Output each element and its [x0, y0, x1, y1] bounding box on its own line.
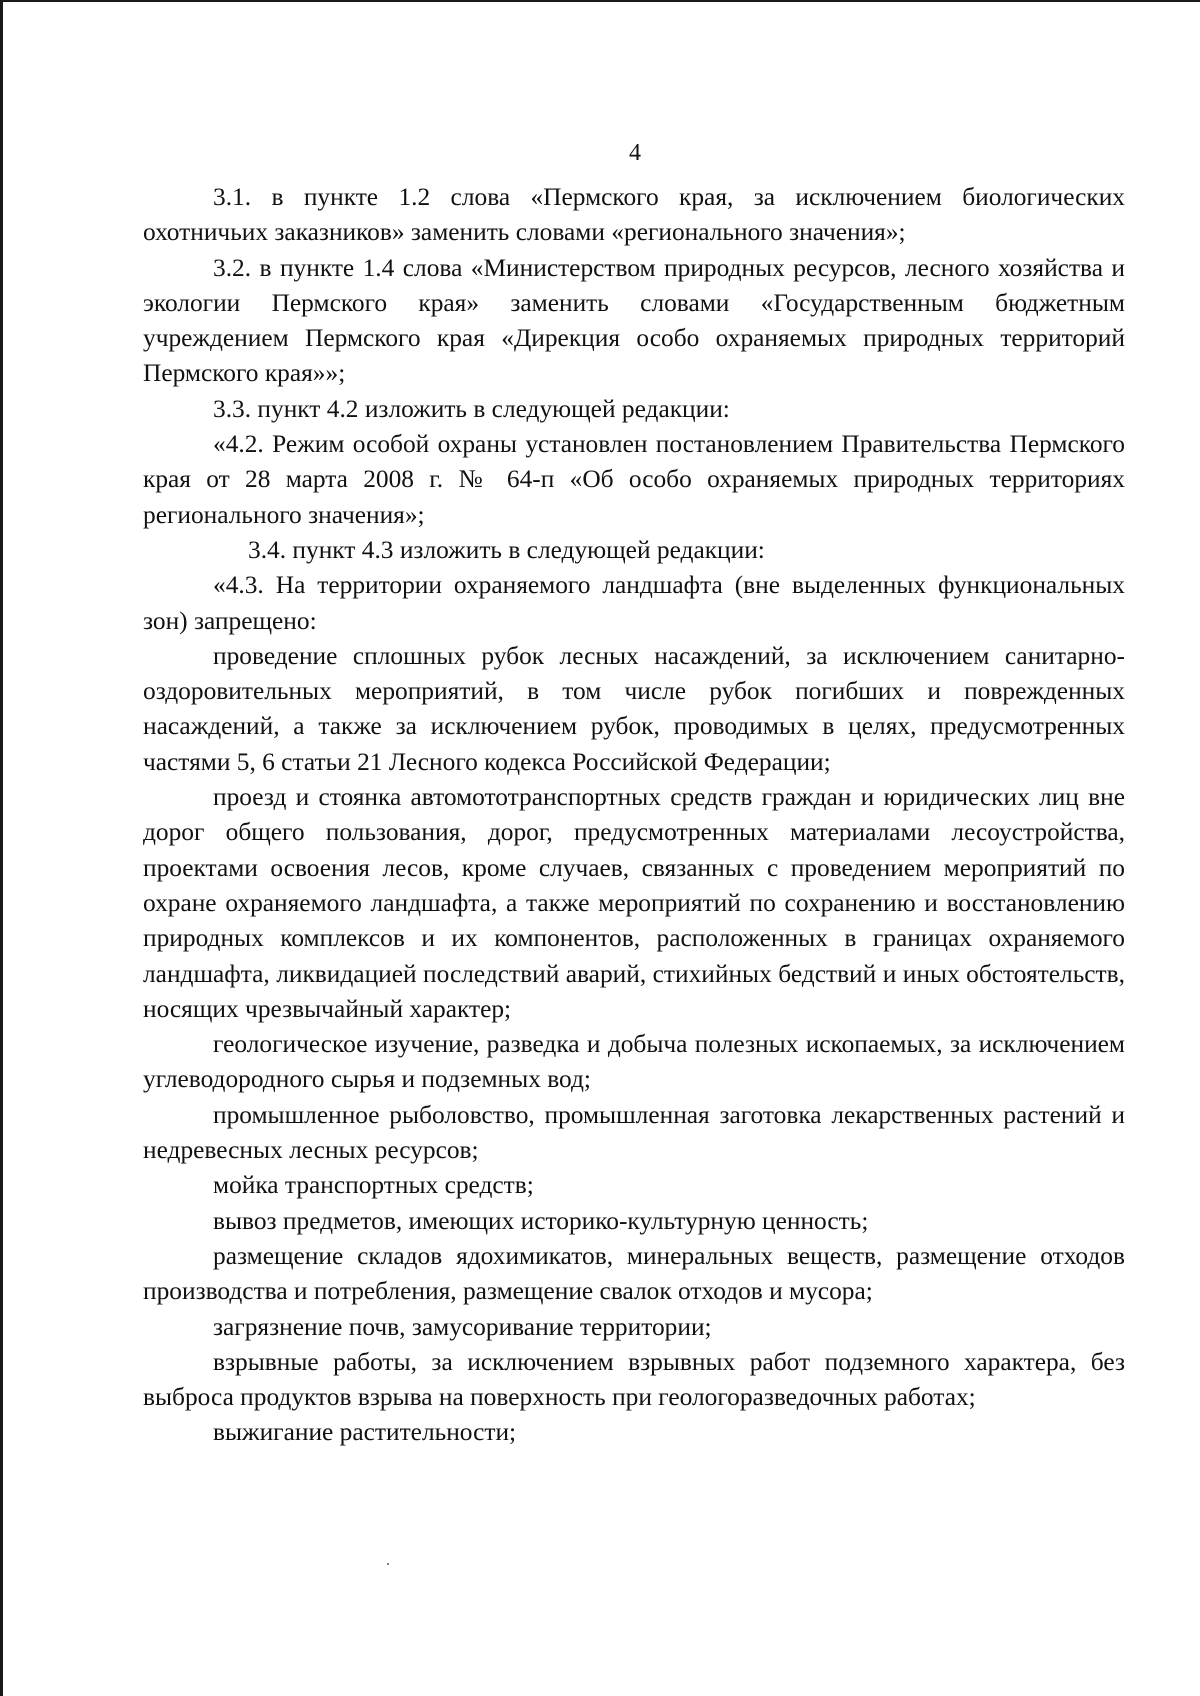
paragraph-3-3: 3.3. пункт 4.2 изложить в следующей редакции: — [213, 394, 730, 423]
prohibition-item: вывоз предметов, имеющих историко-культурную ценность; — [213, 1206, 869, 1235]
paragraph-4-2: «4.2. Режим особой охраны установлен постановлением Правительства Пермского края от 28 марта 2008 г. № 64-п «Об особо охраняемых природных территориях регионального значения»; — [143, 430, 1125, 529]
paragraph-3-1: 3.1. в пункте 1.2 слова «Пермского края, за исключением биологических охотничьих заказников» заменить словами «регионального значения»; — [143, 183, 1125, 247]
scan-edge-top — [0, 0, 1200, 2]
prohibition-item: мойка транспортных средств; — [213, 1171, 534, 1200]
page-number: 4 — [629, 140, 641, 166]
paragraph-4-3: «4.3. На территории охраняемого ландшафта (вне выделенных функциональных зон) запрещено: — [143, 571, 1125, 635]
paragraph-3-4: 3.4. пункт 4.3 изложить в следующей редакции: — [248, 535, 765, 564]
paragraph-3-2: 3.2. в пункте 1.4 слова «Министерством природных ресурсов, лесного хозяйства и экологии Пермского края» заменить словами «Государственным бюджетным учреждением Пермского края «Дирекция особо охраняемых природных территорий Пермского края»»; — [143, 253, 1125, 388]
prohibition-item: выжигание растительности; — [213, 1418, 517, 1447]
prohibition-item: промышленное рыболовство, промышленная заготовка лекарственных растений и недревесных лесных ресурсов; — [143, 1100, 1125, 1165]
document-body — [143, 180, 1125, 1451]
prohibition-item: загрязнение почв, замусоривание территории; — [213, 1312, 712, 1341]
prohibition-item: проезд и стоянка автомототранспортных средств граждан и юридических лиц вне дорог общего пользования, дорог, предусмотренных материалами лесоустройства, проектами освоения лесов, кроме случаев, связанных с проведением мероприятий по охране охраняемого ландшафта, а также мероприятий по сохранению и восстановлению природных комплексов и их компонентов, расположенных в границах охраняемого ландшафта, ликвидацией последствий аварий, стихийных бедствий и иных обстоятельств, носящих чрезвычайный характер; — [143, 783, 1125, 1023]
prohibition-item: проведение сплошных рубок лесных насаждений, за исключением санитарно-оздоровительных мероприятий, в том числе рубок погибших и поврежденных насаждений, а также за исключением рубок, проводимых в целях, предусмотренных частями 5, 6 статьи 21 Лесного кодекса Российской Федерации; — [143, 641, 1125, 776]
scan-edge-left — [0, 0, 3, 1696]
prohibition-item: взрывные работы, за исключением взрывных работ подземного характера, без выброса продуктов взрыва на поверхность при геологоразведочных работах; — [143, 1347, 1125, 1412]
prohibition-item: размещение складов ядохимикатов, минеральных веществ, размещение отходов производства и потребления, размещение свалок отходов и мусора; — [143, 1241, 1125, 1306]
scan-speck — [387, 1563, 389, 1565]
prohibition-item: геологическое изучение, разведка и добыча полезных ископаемых, за исключением углеводородного сырья и подземных вод; — [143, 1030, 1125, 1094]
